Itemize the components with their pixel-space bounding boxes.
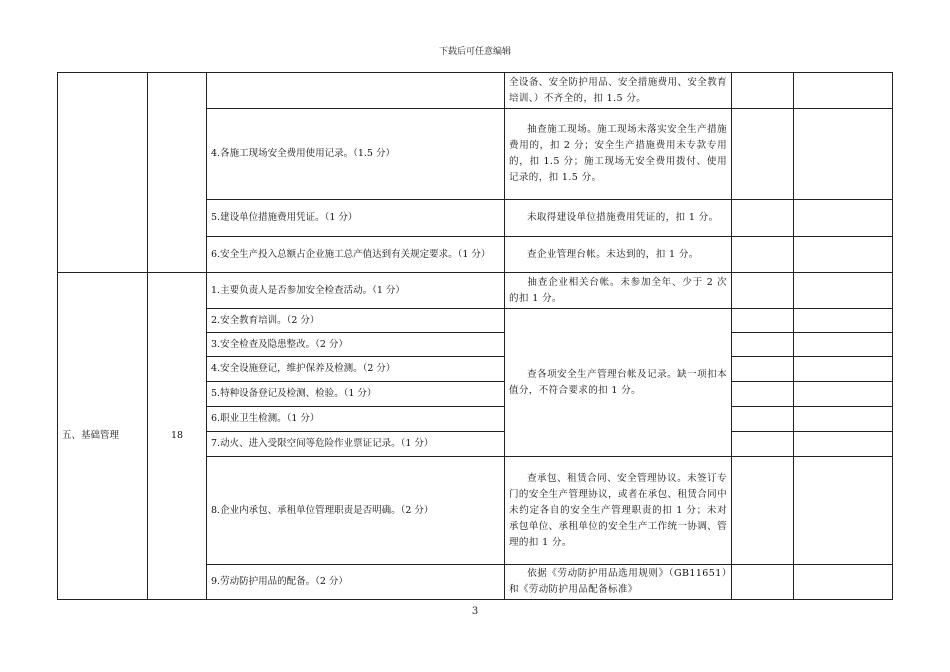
deduction-cell <box>732 333 794 357</box>
remark-cell <box>794 273 893 309</box>
item-cell: 1.主要负责人是否参加安全检查活动。（1 分） <box>207 273 505 309</box>
remark-cell <box>794 109 893 200</box>
deduction-cell <box>732 565 794 600</box>
remark-cell <box>794 457 893 565</box>
section-cell-prev <box>58 73 148 273</box>
item-cell: 2.安全教育培训。（2 分） <box>207 309 505 333</box>
criteria-text: 查企业管理台帐。未达到的，扣 1 分。 <box>527 248 699 260</box>
deduction-cell <box>732 382 794 407</box>
item-cell: 8.企业内承包、承租单位管理职责是否明确。（2 分） <box>207 457 505 565</box>
page-header: 下载后可任意编辑 <box>438 47 511 57</box>
deduction-cell <box>732 200 794 237</box>
remark-cell <box>794 237 893 273</box>
item-cell <box>207 73 505 109</box>
item-cell: 5.建设单位措施费用凭证。（1 分） <box>207 200 505 237</box>
table-row <box>58 73 893 109</box>
section-score: 18 <box>148 273 207 600</box>
item-cell: 4.安全设施登记，维护保养及检测。（2 分） <box>207 357 505 382</box>
criteria-text: 依据《劳动防护用品选用规则》（GB11651）和《劳动防护用品配备标准》 <box>509 568 727 595</box>
remark-cell <box>794 382 893 407</box>
section-name: 五、基础管理 <box>58 273 148 600</box>
item-cell: 9.劳动防护用品的配备。（2 分） <box>207 565 505 600</box>
page-number: 3 <box>471 606 479 617</box>
deduction-cell <box>732 407 794 432</box>
merged-criteria-cell <box>505 309 732 457</box>
remark-cell <box>794 407 893 432</box>
item-cell: 6.职业卫生检测。（1 分） <box>207 407 505 432</box>
deduction-cell <box>732 273 794 309</box>
deduction-cell <box>732 109 794 200</box>
criteria-text: 抽查企业相关台帐。未参加全年、少于 2 次的扣 1 分。 <box>509 276 727 304</box>
criteria-cell <box>505 200 732 237</box>
item-cell: 5.特种设备登记及检测、检验。（1 分） <box>207 382 505 407</box>
remark-cell <box>794 565 893 600</box>
remark-cell <box>794 432 893 457</box>
remark-cell <box>794 333 893 357</box>
deduction-cell <box>732 357 794 382</box>
deduction-cell <box>732 237 794 273</box>
item-cell: 7.动火、进入受限空间等危险作业票证记录。（1 分） <box>207 432 505 457</box>
criteria-cell <box>505 273 732 309</box>
remark-cell <box>794 200 893 237</box>
criteria-text: 查承包、租赁合同、安全管理协议。未签订专门的安全生产管理协议，或者在承包、租赁合同中未约定各自的安全生产管理职责的扣 1 分；未对承包单位、承租单位的安全生产工作统一协调、管理的扣 1 分。 <box>509 472 727 548</box>
criteria-cell <box>505 565 732 600</box>
criteria-text: 查各项安全生产管理台帐及记录。缺一项扣本值分，不符合要求的扣 1 分。 <box>509 368 727 396</box>
criteria-cell <box>505 457 732 565</box>
deduction-cell <box>732 432 794 457</box>
item-cell: 3.安全检查及隐患整改。（2 分） <box>207 333 505 357</box>
criteria-cell <box>505 109 732 200</box>
assessment-table <box>57 72 893 600</box>
deduction-cell <box>732 457 794 565</box>
table-row <box>58 273 893 309</box>
remark-cell <box>794 73 893 109</box>
score-cell-prev <box>148 73 207 273</box>
remark-cell <box>794 309 893 333</box>
criteria-cell <box>505 237 732 273</box>
remark-cell <box>794 357 893 382</box>
item-cell: 6.安全生产投入总额占企业施工总产值达到有关规定要求。（1 分） <box>207 237 505 273</box>
deduction-cell <box>732 309 794 333</box>
item-cell: 4.各施工现场安全费用使用记录。（1.5 分） <box>207 109 505 200</box>
deduction-cell <box>732 73 794 109</box>
criteria-text: 未取得建设单位措施费用凭证的，扣 1 分。 <box>527 212 719 223</box>
criteria-cell: 全设备、安全防护用品、安全措施费用、安全教育培训、）不齐全的，扣 1.5 分。 <box>505 73 732 109</box>
criteria-text: 抽查施工现场。施工现场未落实安全生产措施费用的，扣 2 分；安全生产措施费用未专款专用的，扣 1.5 分；施工现场无安全费用拨付、使用记录的，扣 1.5 分。 <box>509 124 727 183</box>
